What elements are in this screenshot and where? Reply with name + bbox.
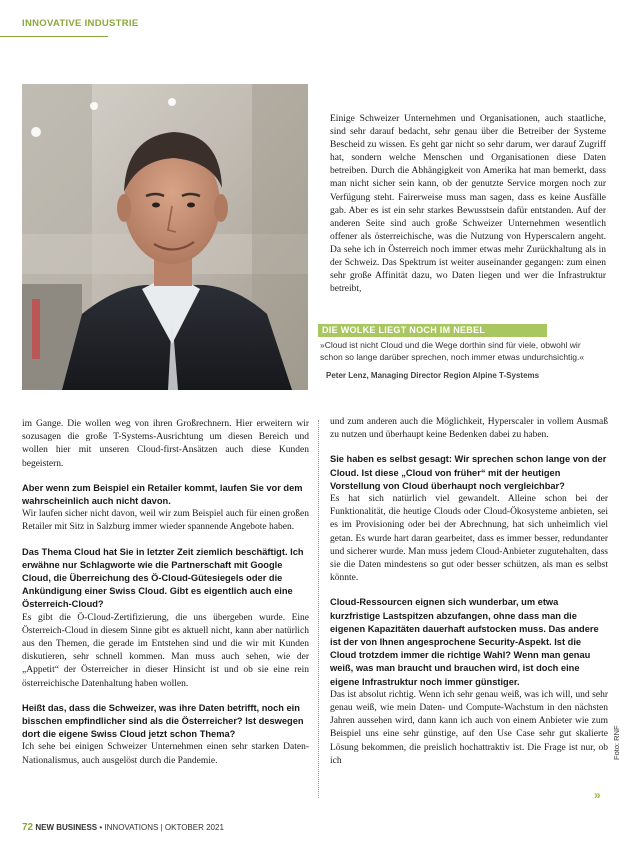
publication-name: NEW BUSINESS — [35, 823, 98, 832]
qa-block — [330, 596, 608, 768]
intro-paragraph: Einige Schweizer Unternehmen und Organisationen, auch staatliche, sind sehr darauf bedacht, sehr genau über die Betreiber der Systeme Bescheid zu wissen. Es geht gar nicht so sehr darum, wer darauf Zugriff hat, sondern welche Menschen und Organisationen diese Daten betreiben. Durch die Abhängigkeit von Amerika hat man bemerkt, dass man nicht sicher sein kann, ob der genutzte Service morgen noch zur Verfügung steht. Fairerweise muss man sagen, dass es keine Ausfälle gab. Aber es ist ein sehr starkes Bewusstsein dafür entstanden. Auf der anderen Seite sind auch große Schweizer Unternehmen wesentlich offener als österreichische, was die Nutzung von Hyperscalern angeht. Da sehe ich in Österreich noch immer etwas mehr Zurückhaltung als in der Schweiz. Das Spektrum ist weiter auseinander gegangen: zum einen sehr große Affinität dazu, wo Daten liegen und wer die Infrastruktur betreibt, — [330, 114, 606, 295]
footer-section: INNOVATIONS — [104, 823, 159, 832]
interview-question: Cloud-Ressourcen eignen sich wunderbar, um etwa kurzfristige Lastspitzen abzufangen, ohne dass man die eigenen Kapazitäten dauerhaft aufstocken muss. Das andere ist der von Ihnen angesprochene Security-Aspekt. Ist die Cloud trotzdem immer die richtige Wahl? Wenn man genau weiß, was man braucht und brauchen wird, ist doch eine eigene Infrastruktur noch immer günstiger. — [330, 597, 599, 687]
interview-question: Sie haben es selbst gesagt: Wir sprechen schon lange von der Cloud. Ist diese „Cloud von früher“ mit der heutigen Vorstellung von Cloud überhaupt noch vergleichbar? — [330, 454, 607, 491]
footer-separator: | — [160, 823, 165, 832]
page-number: 72 — [22, 822, 34, 833]
section-rule — [0, 36, 108, 37]
interview-answer: Es gibt die Ö-Cloud-Zertifizierung, die uns übergeben wurde. Eine Österreich-Cloud in diesem Sinne gibt es aktuell nicht, kann aber natürlich aus den Themen, die gerade im Entstehen sind und die wir mit Kunden diskutieren, sehr schnell kommen. Man muss auch sehen, wie der „Appetit“ der Österreicher in dieser Hinsicht ist und ob sie eine rein österreichische Datenhaltung haben wollen. — [22, 612, 309, 689]
interview-question: Heißt das, dass die Schweizer, was ihre Daten betrifft, noch ein bisschen empfindlicher sind als die Österreicher? Ist deswegen dort die eigene Swiss Cloud jetzt schon Thema? — [22, 702, 304, 740]
qa-block — [22, 546, 309, 691]
qa-block — [22, 482, 309, 535]
interview-answer: Das ist absolut richtig. Wenn ich sehr genau weiß, was ich will, und sehr genau weiß, wie mein Daten- und Compute-Wachstum in den nächsten Jahren aussehen wird, dann kann ich auch von einem Anbieter wie zum Beispiel uns eine sehr günstige, auf den Use Case sehr gut skalierte Lösung bekommen, die preislich hochattraktiv ist. Die Frage ist nur, ob ich — [330, 689, 608, 766]
footer-separator: • — [99, 823, 105, 832]
paragraph: im Gange. Die wollen weg von ihren Großrechnern. Hier erweitern wir sozusagen die große T-Systems-Ausrichtung um diesen Bereich und wollen hier mit unseren Cloud-first-Ansätzen auch diese Kunden begeistern. — [22, 419, 309, 469]
continue-arrow-icon: » — [594, 788, 601, 802]
footer-issue: OKTOBER 2021 — [164, 823, 224, 832]
pull-quote-heading: DIE WOLKE LIEGT NOCH IM NEBEL — [318, 324, 547, 337]
portrait-photo — [22, 84, 308, 390]
qa-block — [22, 702, 309, 768]
photo-credit: Foto: RNF — [612, 725, 621, 760]
qa-block — [330, 453, 608, 585]
paragraph: und zum anderen auch die Möglichkeit, Hyperscaler in vollem Ausmaß zu nutzen und überhaupt keine Bedenken dabei zu haben. — [330, 417, 608, 441]
interview-answer: Wir laufen sicher nicht davon, weil wir zum Beispiel auch für einen großen Retailer mit Sitz in Salzburg immer wieder spannende Angebote haben. — [22, 509, 309, 533]
column-divider — [318, 420, 319, 798]
right-column — [330, 416, 608, 779]
interview-answer: Es hat sich natürlich viel gewandelt. Alleine schon bei der Funktionalität, die heutige Clouds oder Cloud-Ökosysteme anbieten, sei es im Provisioning oder bei der Abrechnung, hat sich unheimlich viel getan. Es wurde hart daran gearbeitet, dass es immer besser, redundanter und sicherer wurde. Man muss jedem Cloud-Anbieter zugutehalten, dass sie die Daten mindestens so gut oder besser schützen, als man es selbst könnte. — [330, 494, 608, 584]
pull-quote-citation: Peter Lenz, Managing Director Region Alpine T-Systems — [326, 371, 540, 380]
page-footer — [22, 822, 224, 833]
left-column — [22, 418, 309, 779]
interview-answer: Ich sehe bei einigen Schweizer Unternehmen einen sehr starken Daten-Nationalismus, auch ausgelöst durch die Pandemie. — [22, 742, 309, 766]
pull-quote — [318, 324, 608, 380]
interview-question: Aber wenn zum Beispiel ein Retailer kommt, laufen Sie vor dem wahrscheinlich auch nicht davon. — [22, 482, 303, 507]
interview-question: Das Thema Cloud hat Sie in letzter Zeit ziemlich beschäftigt. Ich erwähne nur Schlagworte wie die Partnerschaft mit Google Cloud, die Überreichung des Ö-Cloud-Gütesiegels oder die Ankündigung einer Swiss Cloud. Gibt es eigentlich auch eine Österreich-Cloud? — [22, 546, 304, 610]
section-tag: INNOVATIVE INDUSTRIE — [22, 18, 139, 29]
pull-quote-text: »Cloud ist nicht Cloud und die Wege dorthin sind für viele, obwohl wir schon so lange darüber sprechen, noch immer etwas undurchsichtig.« — [320, 340, 585, 362]
